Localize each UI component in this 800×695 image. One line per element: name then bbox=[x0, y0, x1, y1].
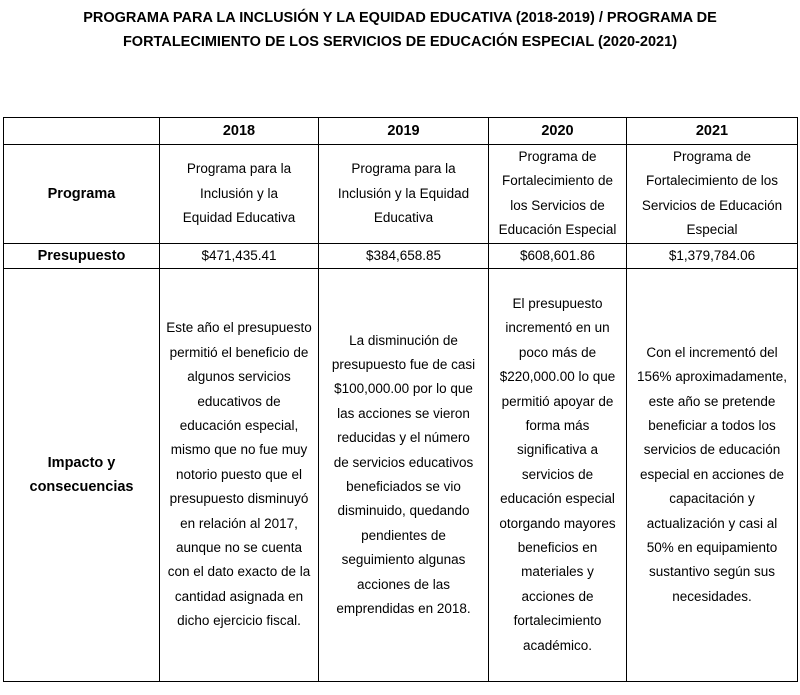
presupuesto-2021: $1,379,784.06 bbox=[627, 243, 798, 268]
header-year-2020: 2020 bbox=[489, 118, 627, 145]
header-row bbox=[4, 118, 798, 145]
impacto-label: Impacto y consecuencias bbox=[4, 269, 160, 682]
presupuesto-2019: $384,658.85 bbox=[319, 243, 489, 268]
impacto-2018: Este año el presupuesto permitió el beneficio de algunos servicios educativos de educación especial, mismo que no fue muy notorio puesto que el presupuesto disminuyó en relación al 2017, aunque no se cuenta con el dato exacto de la cantidad asignada en dicho ejercicio fiscal. bbox=[160, 269, 319, 682]
header-year-2019: 2019 bbox=[319, 118, 489, 145]
programa-2019: Programa para la Inclusión y la Equidad Educativa bbox=[319, 145, 489, 244]
programa-2020: Programa de Fortalecimiento de los Servicios de Educación Especial bbox=[489, 145, 627, 244]
header-year-2021: 2021 bbox=[627, 118, 798, 145]
header-year-2018: 2018 bbox=[160, 118, 319, 145]
impacto-2020: El presupuesto incrementó en un poco más de $220,000.00 lo que permitió apoyar de forma más significativa a servicios de educación especial otorgando mayores beneficios en materiales y acciones de fortalecimiento académico. bbox=[489, 269, 627, 682]
programa-label: Programa bbox=[4, 145, 160, 244]
title-line-2: FORTALECIMIENTO DE LOS SERVICIOS DE EDUCACIÓN ESPECIAL (2020-2021) bbox=[122, 34, 678, 50]
programa-2018: Programa para la Inclusión y la Equidad Educativa bbox=[160, 145, 319, 244]
programa-row bbox=[4, 145, 798, 244]
presupuesto-2018: $471,435.41 bbox=[160, 243, 319, 268]
presupuesto-row bbox=[4, 243, 798, 268]
presupuesto-label: Presupuesto bbox=[4, 243, 160, 268]
impacto-2021: Con el incrementó del 156% aproximadamente, este año se pretende beneficiar a todos los servicios de educación especial en acciones de capacitación y actualización y casi al 50% en equipamiento sustantivo según sus necesidades. bbox=[627, 269, 798, 682]
title-line-1: PROGRAMA PARA LA INCLUSIÓN Y LA EQUIDAD EDUCATIVA (2018-2019) / PROGRAMA DE bbox=[83, 10, 717, 26]
budget-table bbox=[3, 117, 798, 682]
impacto-row bbox=[4, 269, 798, 682]
presupuesto-2020: $608,601.86 bbox=[489, 243, 627, 268]
programa-2021: Programa de Fortalecimiento de los Servicios de Educación Especial bbox=[627, 145, 798, 244]
header-empty-cell bbox=[4, 118, 160, 145]
document-title bbox=[0, 6, 800, 54]
impacto-2019: La disminución de presupuesto fue de casi $100,000.00 por lo que las acciones se vieron reducidas y el número de servicios educativos beneficiados se vio disminuido, quedando pendientes de seguimiento algunas acciones de las emprendidas en 2018. bbox=[319, 269, 489, 682]
